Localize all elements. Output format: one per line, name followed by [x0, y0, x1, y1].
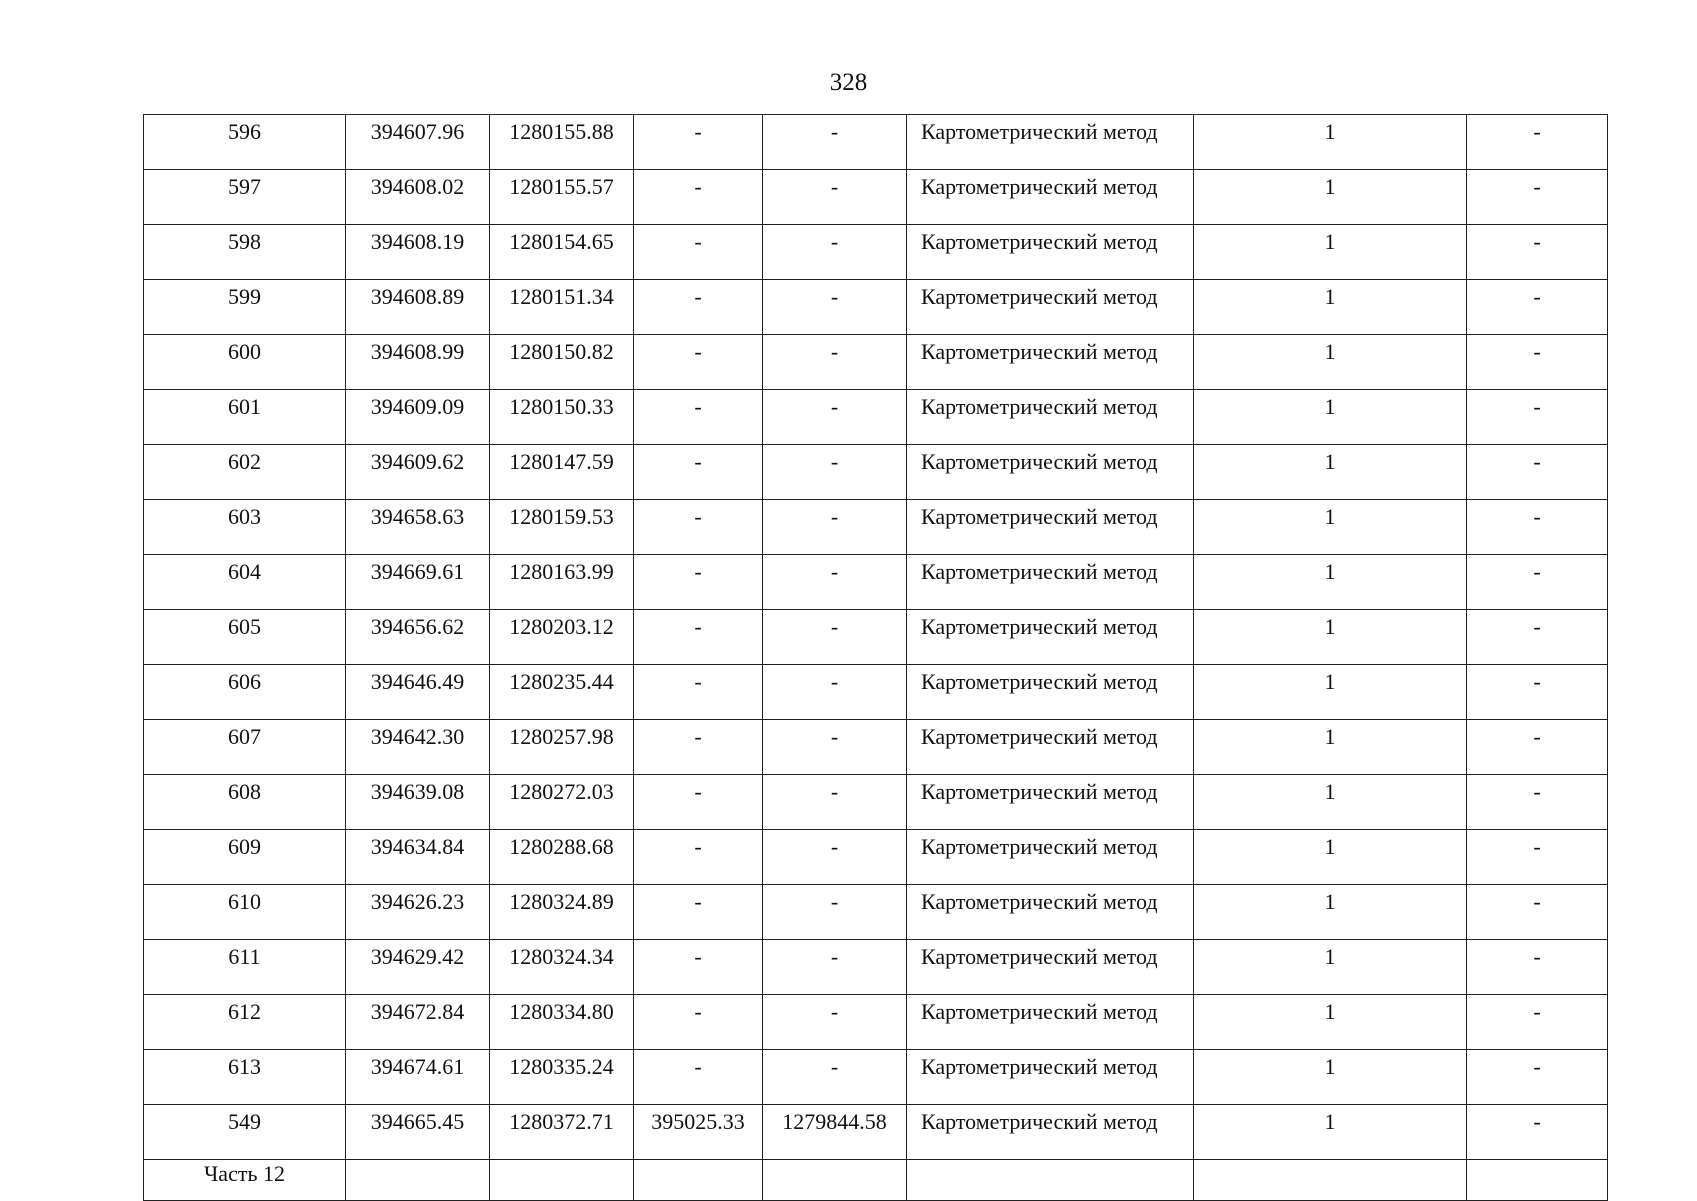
table-row [144, 885, 1608, 940]
point-number-cell: 609 [144, 830, 346, 885]
point-number-cell: 602 [144, 445, 346, 500]
x-coordinate-cell: 394642.30 [346, 720, 490, 775]
method-cell: Картометрический метод [907, 1050, 1194, 1105]
empty-cell [634, 1160, 763, 1201]
accuracy-cell: 1 [1194, 665, 1467, 720]
accuracy-cell: 1 [1194, 885, 1467, 940]
y-coordinate-cell: 1280159.53 [490, 500, 634, 555]
description-cell: - [1467, 555, 1608, 610]
method-cell: Картометрический метод [907, 610, 1194, 665]
x-coordinate-cell: 394639.08 [346, 775, 490, 830]
prev-y-cell: - [763, 610, 907, 665]
description-cell: - [1467, 225, 1608, 280]
method-cell: Картометрический метод [907, 390, 1194, 445]
prev-y-cell: - [763, 225, 907, 280]
y-coordinate-cell: 1280324.89 [490, 885, 634, 940]
y-coordinate-cell: 1280151.34 [490, 280, 634, 335]
x-coordinate-cell: 394609.09 [346, 390, 490, 445]
method-cell: Картометрический метод [907, 500, 1194, 555]
description-cell: - [1467, 170, 1608, 225]
table-row [144, 610, 1608, 665]
prev-x-cell: - [634, 610, 763, 665]
prev-x-cell: 395025.33 [634, 1105, 763, 1160]
prev-y-cell: - [763, 445, 907, 500]
prev-y-cell: - [763, 720, 907, 775]
y-coordinate-cell: 1280334.80 [490, 995, 634, 1050]
accuracy-cell: 1 [1194, 335, 1467, 390]
description-cell: - [1467, 390, 1608, 445]
description-cell: - [1467, 500, 1608, 555]
point-number-cell: 600 [144, 335, 346, 390]
prev-y-cell: - [763, 390, 907, 445]
prev-y-cell: - [763, 335, 907, 390]
method-cell: Картометрический метод [907, 885, 1194, 940]
y-coordinate-cell: 1280155.57 [490, 170, 634, 225]
table-row [144, 445, 1608, 500]
y-coordinate-cell: 1280163.99 [490, 555, 634, 610]
table-row [144, 940, 1608, 995]
accuracy-cell: 1 [1194, 555, 1467, 610]
description-cell: - [1467, 830, 1608, 885]
x-coordinate-cell: 394629.42 [346, 940, 490, 995]
prev-x-cell: - [634, 720, 763, 775]
empty-cell [907, 1160, 1194, 1201]
description-cell: - [1467, 1050, 1608, 1105]
prev-x-cell: - [634, 445, 763, 500]
prev-y-cell: - [763, 170, 907, 225]
page-number: 328 [829, 69, 868, 96]
prev-x-cell: - [634, 500, 763, 555]
prev-y-cell: - [763, 500, 907, 555]
accuracy-cell: 1 [1194, 280, 1467, 335]
table-row [144, 115, 1608, 170]
method-cell: Картометрический метод [907, 775, 1194, 830]
y-coordinate-cell: 1280257.98 [490, 720, 634, 775]
prev-y-cell: - [763, 995, 907, 1050]
point-number-cell: 549 [144, 1105, 346, 1160]
method-cell: Картометрический метод [907, 665, 1194, 720]
prev-x-cell: - [634, 115, 763, 170]
accuracy-cell: 1 [1194, 500, 1467, 555]
table-row [144, 225, 1608, 280]
prev-y-cell: - [763, 280, 907, 335]
method-cell: Картометрический метод [907, 995, 1194, 1050]
prev-x-cell: - [634, 995, 763, 1050]
x-coordinate-cell: 394608.99 [346, 335, 490, 390]
y-coordinate-cell: 1280372.71 [490, 1105, 634, 1160]
table-row [144, 335, 1608, 390]
x-coordinate-cell: 394608.19 [346, 225, 490, 280]
y-coordinate-cell: 1280154.65 [490, 225, 634, 280]
y-coordinate-cell: 1280150.82 [490, 335, 634, 390]
table-row [144, 555, 1608, 610]
table-row [144, 170, 1608, 225]
accuracy-cell: 1 [1194, 1105, 1467, 1160]
x-coordinate-cell: 394672.84 [346, 995, 490, 1050]
description-cell: - [1467, 775, 1608, 830]
prev-y-cell: - [763, 830, 907, 885]
x-coordinate-cell: 394608.02 [346, 170, 490, 225]
table-row [144, 830, 1608, 885]
method-cell: Картометрический метод [907, 720, 1194, 775]
table-row [144, 720, 1608, 775]
point-number-cell: 607 [144, 720, 346, 775]
accuracy-cell: 1 [1194, 390, 1467, 445]
empty-cell [1467, 1160, 1608, 1201]
method-cell: Картометрический метод [907, 225, 1194, 280]
prev-x-cell: - [634, 885, 763, 940]
accuracy-cell: 1 [1194, 830, 1467, 885]
empty-cell [346, 1160, 490, 1201]
y-coordinate-cell: 1280288.68 [490, 830, 634, 885]
prev-y-cell: - [763, 775, 907, 830]
table-row [144, 665, 1608, 720]
prev-y-cell: - [763, 940, 907, 995]
method-cell: Картометрический метод [907, 830, 1194, 885]
empty-cell [1194, 1160, 1467, 1201]
y-coordinate-cell: 1280272.03 [490, 775, 634, 830]
method-cell: Картометрический метод [907, 940, 1194, 995]
point-number-cell: 599 [144, 280, 346, 335]
point-number-cell: 604 [144, 555, 346, 610]
table-body [144, 115, 1608, 1201]
description-cell: - [1467, 115, 1608, 170]
point-number-cell: 601 [144, 390, 346, 445]
method-cell: Картометрический метод [907, 115, 1194, 170]
point-number-cell: 597 [144, 170, 346, 225]
accuracy-cell: 1 [1194, 225, 1467, 280]
table-row [144, 280, 1608, 335]
y-coordinate-cell: 1280155.88 [490, 115, 634, 170]
point-number-cell: 603 [144, 500, 346, 555]
x-coordinate-cell: 394646.49 [346, 665, 490, 720]
x-coordinate-cell: 394656.62 [346, 610, 490, 665]
prev-x-cell: - [634, 1050, 763, 1105]
x-coordinate-cell: 394665.45 [346, 1105, 490, 1160]
accuracy-cell: 1 [1194, 720, 1467, 775]
y-coordinate-cell: 1280147.59 [490, 445, 634, 500]
prev-x-cell: - [634, 225, 763, 280]
description-cell: - [1467, 280, 1608, 335]
x-coordinate-cell: 394608.89 [346, 280, 490, 335]
accuracy-cell: 1 [1194, 115, 1467, 170]
point-number-cell: 605 [144, 610, 346, 665]
accuracy-cell: 1 [1194, 775, 1467, 830]
prev-y-cell: - [763, 115, 907, 170]
accuracy-cell: 1 [1194, 170, 1467, 225]
x-coordinate-cell: 394674.61 [346, 1050, 490, 1105]
y-coordinate-cell: 1280335.24 [490, 1050, 634, 1105]
prev-x-cell: - [634, 335, 763, 390]
empty-cell [763, 1160, 907, 1201]
point-number-cell: 611 [144, 940, 346, 995]
prev-x-cell: - [634, 280, 763, 335]
method-cell: Картометрический метод [907, 555, 1194, 610]
prev-x-cell: - [634, 390, 763, 445]
description-cell: - [1467, 445, 1608, 500]
point-number-cell: 608 [144, 775, 346, 830]
description-cell: - [1467, 665, 1608, 720]
prev-x-cell: - [634, 665, 763, 720]
description-cell: - [1467, 610, 1608, 665]
empty-cell [490, 1160, 634, 1201]
prev-x-cell: - [634, 940, 763, 995]
method-cell: Картометрический метод [907, 445, 1194, 500]
point-number-cell: 612 [144, 995, 346, 1050]
prev-x-cell: - [634, 170, 763, 225]
method-cell: Картометрический метод [907, 1105, 1194, 1160]
description-cell: - [1467, 940, 1608, 995]
table-row [144, 995, 1608, 1050]
x-coordinate-cell: 394626.23 [346, 885, 490, 940]
description-cell: - [1467, 335, 1608, 390]
point-number-cell: 610 [144, 885, 346, 940]
x-coordinate-cell: 394669.61 [346, 555, 490, 610]
point-number-cell: 598 [144, 225, 346, 280]
x-coordinate-cell: 394607.96 [346, 115, 490, 170]
prev-y-cell: - [763, 885, 907, 940]
table-row [144, 500, 1608, 555]
x-coordinate-cell: 394658.63 [346, 500, 490, 555]
accuracy-cell: 1 [1194, 940, 1467, 995]
y-coordinate-cell: 1280203.12 [490, 610, 634, 665]
description-cell: - [1467, 1105, 1608, 1160]
point-number-cell: 596 [144, 115, 346, 170]
description-cell: - [1467, 720, 1608, 775]
prev-x-cell: - [634, 830, 763, 885]
point-number-cell: 606 [144, 665, 346, 720]
x-coordinate-cell: 394634.84 [346, 830, 490, 885]
prev-y-cell: - [763, 665, 907, 720]
y-coordinate-cell: 1280150.33 [490, 390, 634, 445]
accuracy-cell: 1 [1194, 1050, 1467, 1105]
prev-y-cell: - [763, 1050, 907, 1105]
table-row [144, 775, 1608, 830]
description-cell: - [1467, 885, 1608, 940]
method-cell: Картометрический метод [907, 170, 1194, 225]
y-coordinate-cell: 1280235.44 [490, 665, 634, 720]
description-cell: - [1467, 995, 1608, 1050]
coordinates-table [143, 114, 1608, 1201]
prev-x-cell: - [634, 555, 763, 610]
table-row [144, 390, 1608, 445]
x-coordinate-cell: 394609.62 [346, 445, 490, 500]
accuracy-cell: 1 [1194, 610, 1467, 665]
method-cell: Картометрический метод [907, 335, 1194, 390]
point-number-cell: 613 [144, 1050, 346, 1105]
accuracy-cell: 1 [1194, 995, 1467, 1050]
prev-x-cell: - [634, 775, 763, 830]
prev-y-cell: - [763, 555, 907, 610]
prev-y-cell: 1279844.58 [763, 1105, 907, 1160]
method-cell: Картометрический метод [907, 280, 1194, 335]
accuracy-cell: 1 [1194, 445, 1467, 500]
section-row [144, 1160, 1608, 1201]
section-label: Часть 12 [144, 1160, 346, 1201]
y-coordinate-cell: 1280324.34 [490, 940, 634, 995]
table-row [144, 1050, 1608, 1105]
table-row [144, 1105, 1608, 1160]
